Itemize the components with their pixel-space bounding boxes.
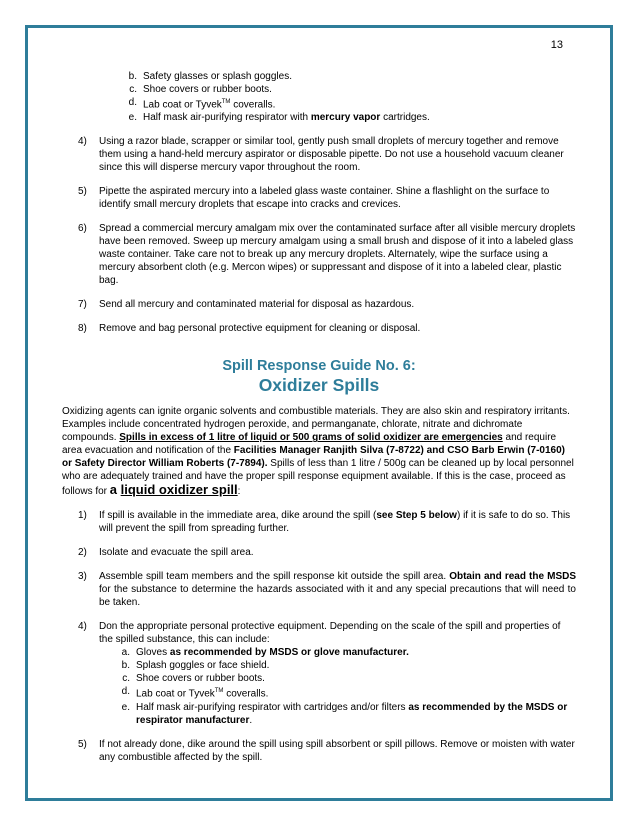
list-item: b. Safety glasses or splash goggles.: [128, 71, 292, 82]
list-item: e. Half mask air-purifying respirator with mercury vapor cartridges.: [128, 112, 430, 124]
ppe-list-oxidizer: [115, 646, 576, 726]
ppe-list-mercury: [122, 70, 576, 124]
guide-subtitle: Oxidizer Spills: [258, 375, 380, 396]
oxidizer-step-3: 3) Assemble spill team members and the spill response kit outside the spill area. Obtain and read the MSDS for the substance to determine the hazards associated with it and any special precautions that will need to be taken.: [78, 571, 576, 609]
list-item: b. Splash goggles or face shield.: [121, 660, 270, 672]
mercury-step-6: 6) Spread a commercial mercury amalgam mix over the contaminated surface after all visible mercury droplets have been removed. Sweep up mercury amalgam using a small brush and dispose of it into a labeled glass waste container. Take care not to break up any mercury droplets. Alternately, wipe the surface using a mercury absorbent cloth (e.g. Mercon wipes) or suppressant and dispose of it into a labeled clear, plastic bag.: [78, 223, 576, 287]
mercury-step-5: 5) Pipette the aspirated mercury into a labeled glass waste container. Shine a flashlight on the surface to identify small mercury droplets that escape into cracks and crevices.: [78, 186, 550, 211]
document-body: [62, 70, 576, 764]
list-item: c. Shoe covers or rubber boots.: [129, 84, 272, 95]
list-item: a. Gloves as recommended by MSDS or glove manufacturer.: [121, 647, 409, 659]
list-item: d. Lab coat or Tyvek™ coveralls.: [121, 686, 269, 700]
intro-paragraph: Oxidizing agents can ignite organic solvents and combustible materials. They are also skin and respiratory irritants. Examples include concentrated hydrogen peroxide, and permanganate, chlorate, nitrate and dichromate compounds. Spills in excess of 1 litre of liquid or 500 grams of solid oxidizer are emergencies and require area evacuation and notification of the Facilities Manager Ranjith Silva (7-8722) and CSO Barb Erwin (7-0160) or Safety Director William Roberts (7-7894). Spills of less than 1 litre / 500g can be cleaned up by local personnel who are adequately trained and have the proper spill response equipment available. If this is the case, proceed as follows for a liquid oxidizer spill:: [62, 406, 574, 498]
oxidizer-step-5: 5) If not already done, dike around the spill using spill absorbent or spill pillows. Remove or moisten with water any combustible affected by the spill.: [78, 738, 575, 763]
page-number: 13: [550, 39, 563, 51]
mercury-step-4: 4) Using a razor blade, scrapper or similar tool, gently push small droplets of mercury together and remove them using a hand-held mercury aspirator or disposable pipette. Do not use a household vacuum cleaner since this will disperse mercury vapor throughout the room.: [78, 136, 564, 174]
oxidizer-step-4: 4) Don the appropriate personal protective equipment. Depending on the scale of the spill and properties of the spilled substance, this can include: a. Gloves as recommended by MSDS or glove manufacturer. b. Splash goggles or face shield. c. Shoe covers or rubber boots. d. Lab coat or Tyvek™ coveralls. e. Half mask air-purifying respirator with cartridges and/or filters as recommended by the MSDS or respirator manufacturer.: [62, 620, 576, 726]
oxidizer-step-1: 1) If spill is available in the immediate area, dike around the spill (see Step 5 below) if it is safe to do so. This will prevent the spill from spreading further.: [78, 510, 571, 535]
mercury-step-7: 7) Send all mercury and contaminated material for disposal as hazardous.: [78, 299, 415, 311]
oxidizer-step-2: 2) Isolate and evacuate the spill area.: [78, 547, 254, 559]
list-item: e. Half mask air-purifying respirator with cartridges and/or filters as recommended by the MSDS or respirator manufacturer.: [121, 701, 568, 726]
mercury-step-8: 8) Remove and bag personal protective equipment for cleaning or disposal.: [78, 323, 421, 335]
guide-heading: [62, 357, 576, 395]
list-item: c. Shoe covers or rubber boots.: [122, 673, 265, 685]
list-item: d. Lab coat or Tyvek™ coveralls.: [128, 97, 276, 111]
guide-title: Spill Response Guide No. 6:: [222, 358, 416, 375]
